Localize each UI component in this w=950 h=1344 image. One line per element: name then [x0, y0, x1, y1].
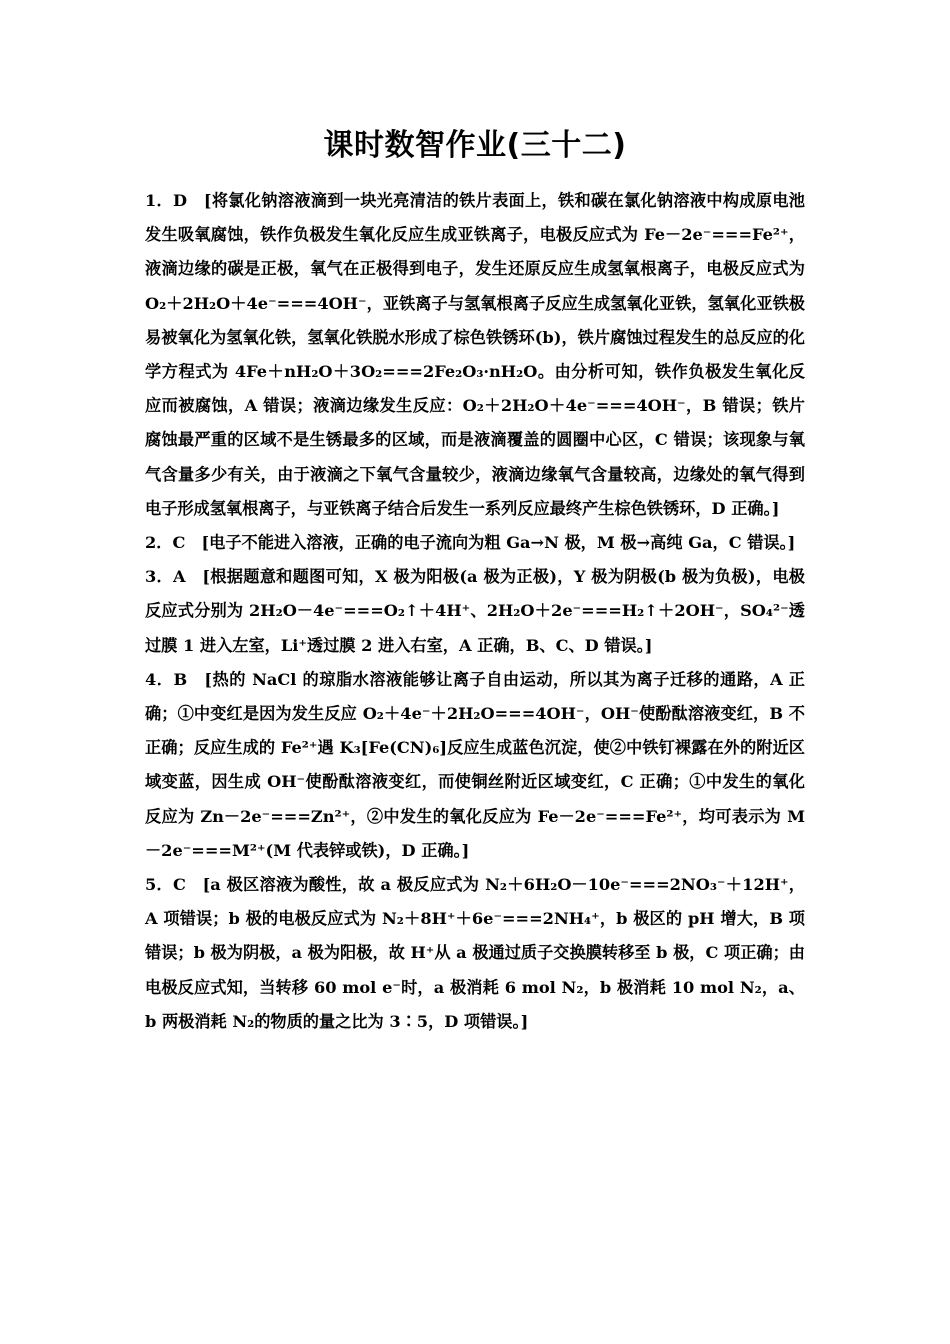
answer-2-text: 2．C [电子不能进入溶液，正确的电子流向为粗 Ga→N 极，M 极→高纯 Ga，C 错误。]	[145, 533, 796, 553]
answer-3	[145, 560, 805, 663]
answer-4	[145, 663, 805, 868]
answer-3-text: 3．A [根据题意和题图可知，X 极为阳极(a 极为正极)，Y 极为阴极(b 极为负极)，电极反应式分别为 2H₂O－4e⁻===O₂↑＋4H⁺、2H₂O＋2e⁻===H₂↑＋2OH⁻，SO₄²⁻透过膜 1 进入左室，Li⁺透过膜 2 进入右室，A 正确，B、C、D 错误。]	[145, 567, 805, 655]
answer-1-text: 1．D [将氯化钠溶液滴到一块光亮清洁的铁片表面上，铁和碳在氯化钠溶液中构成原电池发生吸氧腐蚀，铁作负极发生氧化反应生成亚铁离子，电极反应式为 Fe－2e⁻===Fe²⁺，液滴边缘的碳是正极，氧气在正极得到电子，发生还原反应生成氢氧根离子，电极反应式为 O₂＋2H₂O＋4e⁻===4OH⁻，亚铁离子与氢氧根离子反应生成氢氧化亚铁，氢氧化亚铁极易被氧化为氢氧化铁，氢氧化铁脱水形成了棕色铁锈环(b)，铁片腐蚀过程发生的总反应的化学方程式为 4Fe＋nH₂O＋3O₂===2Fe₂O₃·nH₂O。由分析可知，铁作负极发生氧化反应而被腐蚀，A 错误；液滴边缘发生反应：O₂＋2H₂O＋4e⁻===4OH⁻，B 错误；铁片腐蚀最严重的区域不是生锈最多的区域，而是液滴覆盖的圆圈中心区，C 错误；该现象与氧气含量多少有关，由于液滴之下氧气含量较少，液滴边缘氧气含量较高，边缘处的氧气得到电子形成氢氧根离子，与亚铁离子结合后发生一系列反应最终产生棕色铁锈环，D 正确。]	[145, 191, 805, 518]
answer-5	[145, 868, 805, 1039]
answer-4-text: 4．B [热的 NaCl 的琼脂水溶液能够让离子自由运动，所以其为离子迁移的通路，A 正确；①中变红是因为发生反应 O₂＋4e⁻＋2H₂O===4OH⁻，OH⁻使酚酞溶液变红，B 不正确；反应生成的 Fe²⁺遇 K₃[Fe(CN)₆]反应生成蓝色沉淀，使②中铁钉裸露在外的附近区域变蓝，因生成 OH⁻使酚酞溶液变红，而使铜丝附近区域变红，C 正确；①中发生的氧化反应为 Zn－2e⁻===Zn²⁺，②中发生的氧化反应为 Fe－2e⁻===Fe²⁺，均可表示为 M－2e⁻===M²⁺(M 代表锌或铁)，D 正确。]	[145, 669, 805, 860]
answer-1	[145, 184, 805, 526]
answer-2	[145, 526, 805, 560]
answer-5-text: 5．C [a 极区溶液为酸性，故 a 极反应式为 N₂＋6H₂O－10e⁻===2NO₃⁻＋12H⁺，A 项错误；b 极的电极反应式为 N₂＋8H⁺＋6e⁻===2NH₄⁺，b 极区的 pH 增大，B 项错误；b 极为阴极，a 极为阳极，故 H⁺从 a 极通过质子交换膜转移至 b 极，C 项正确；由电极反应式知，当转移 60 mol e⁻时，a 极消耗 6 mol N₂，b 极消耗 10 mol N₂，a、b 两极消耗 N₂的物质的量之比为 3∶5，D 项错误。]	[145, 875, 805, 1031]
page-title: 课时数智作业(三十二)	[323, 128, 627, 163]
document-page	[145, 120, 805, 1039]
